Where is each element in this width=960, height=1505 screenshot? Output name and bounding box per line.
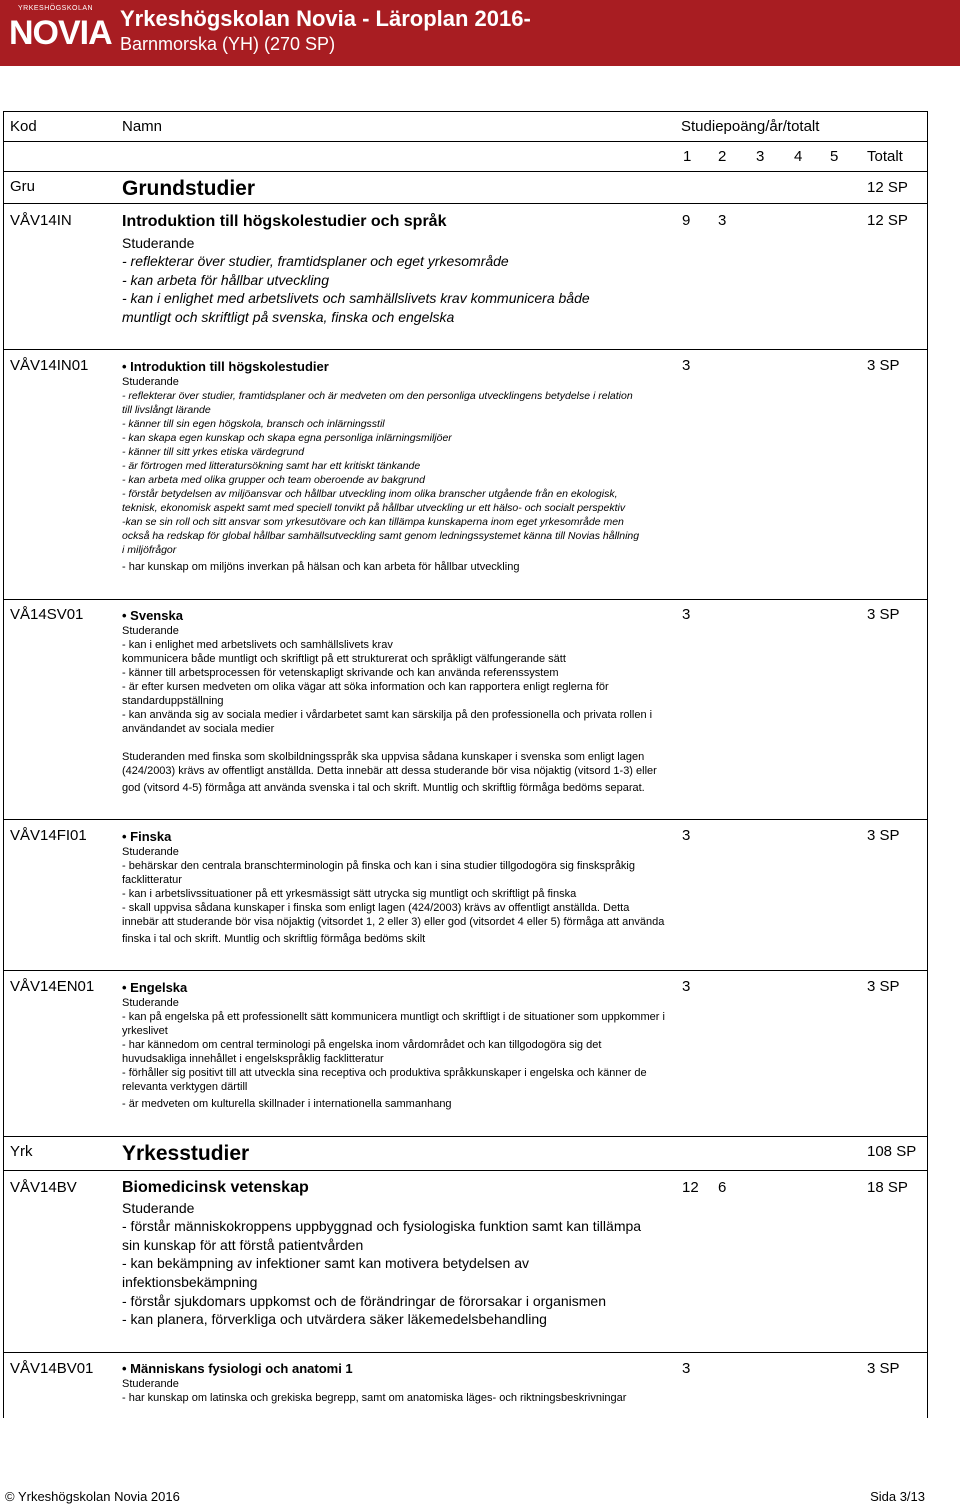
row-separator [3,970,928,971]
row-total: 12 SP [867,179,908,196]
table-header-rule [3,141,928,142]
row-code: VÅV14BV [10,1179,77,1196]
description-line: i miljöfrågor [122,544,177,556]
header-namn: Namn [122,118,163,135]
description-line: - kan i enlighet med arbetslivets och samhällslivets krav kommunicera både [122,290,590,306]
description-line: Studerande [122,235,195,251]
description-line: - behärskar den centrala branschterminologin på finska och kan i sina studier tillgodogöra sig finskspråkig [122,860,635,872]
description-line: innebär att studerande bör visa nöjaktig (vitsordet 1, 2 eller 3) eller god (vitsordet 4 eller 5) förmåga att använda [122,916,665,928]
header-studiepoang: Studiepoäng/år/totalt [681,118,820,135]
description-line: muntligt och skriftligt på svenska, finska och engelska [122,309,455,325]
course-title: • Introduktion till högskolestudier [122,359,329,374]
logo-big-text: NOVIA [9,14,112,52]
description-line: - kan arbeta med olika grupper och team oberoende av bakgrund [122,474,425,486]
description-line: - kan i arbetslivssituationer på ett yrkesmässigt sätt utrycka sig muntligt och skriftligt på finska [122,888,577,900]
row-year-3: 3 [682,827,691,844]
description-line: - är förtrogen med litteratursökning samt har ett kritiskt tänkande [122,460,421,472]
row-code: VÅV14BV01 [10,1360,94,1377]
description-line: - känner till arbetsprocessen för vetenskapligt skrivande och kan använda referenssystem [122,667,559,679]
row-total: 18 SP [867,1179,908,1196]
description-line: - reflekterar över studier, framtidsplaner och är medveten om den personliga utvecklingens betydelse i relation [122,390,633,402]
course-title: • Svenska [122,608,183,623]
page-header [0,0,960,66]
header-kod: Kod [10,118,37,135]
row-total: 3 SP [867,827,900,844]
course-title: Biomedicinsk vetenskap [122,1179,309,1196]
description-line: facklitteratur [122,874,182,886]
header-totalt: Totalt [867,148,903,165]
description-line: - kan använda sig av sociala medier i vårdarbetet samt kan särskilja på den professionella och privata rollen i [122,709,653,721]
course-title-text: Introduktion till högskolestudier [130,359,329,374]
row-total: 12 SP [867,212,908,229]
row-separator [3,819,928,820]
description-line: - skall uppvisa sådana kunskaper i finska som enligt lagen (424/2003) krävs av offentligt anställda. Detta [122,902,630,914]
description-line: Studeranden med finska som skolbildningsspråk ska uppvisa sådana kunskaper i svenska som enligt lagen [122,751,645,763]
course-title: • Finska [122,829,172,844]
description-line: Studerande [122,846,179,858]
description-line: Studerande [122,376,179,388]
course-title-text: Finska [130,829,172,844]
description-line: huvudsakliga innehållet i engelskspråklig facklitteratur [122,1053,384,1065]
header-year-2: 2 [718,148,727,165]
description-line: - har kunskap om latinska och grekiska begrepp, samt om anatomiska läges- och riktningsbeskrivningar [122,1392,627,1404]
row-total: 3 SP [867,357,900,374]
description-line: kommunicera både muntligt och skriftligt på ett strukturerat och språkligt välfungerande sätt [122,653,566,665]
row-total: 3 SP [867,978,900,995]
description-line: till livslångt lärande [122,404,211,416]
description-line: relevanta verktygen därtill [122,1081,248,1093]
row-year-1: 9 [682,212,691,229]
description-line: - förhåller sig positivt till att utveckla sina receptiva och produktiva språkkunskaper i engelska och känner de [122,1067,647,1079]
row-separator [3,171,928,172]
description-line: - är medveten om kulturella skillnader i internationella sammanhang [122,1098,452,1110]
description-line: teknisk, ekonomisk aspekt samt med speciell tonvikt på hållbar utveckling ur ett hälso- och socialt perspektiv [122,502,626,514]
description-line: - är efter kursen medveten om olika vägar att söka information och kan rapportera enligt reglerna för [122,681,609,693]
row-year-1: 12 [682,1179,699,1196]
description-line: Studerande [122,1378,179,1390]
row-separator [3,1136,928,1137]
novia-logo [0,0,112,66]
description-line: - känner till sitt yrkes etiska värdegrund [122,446,305,458]
document-subtitle: Barnmorska (YH) (270 SP) [120,34,336,54]
course-title-text: Engelska [130,980,188,995]
course-title: • Engelska [122,980,188,995]
description-line: yrkeslivet [122,1025,168,1037]
description-line: - kan på engelska på ett professionellt sätt kommunicera muntligt och skriftligt i de situationer som uppkommer i [122,1011,665,1023]
description-line: - kan skapa egen kunskap och skapa egna personliga inlärningsmiljöer [122,432,452,444]
row-separator [3,349,928,350]
description-line: användandet av sociala medier [122,723,275,735]
row-separator [3,599,928,600]
header-year-3: 3 [756,148,765,165]
row-year-3: 3 [682,357,691,374]
row-code: Gru [10,178,36,195]
table-top-border [3,111,928,112]
footer-page-number: Sida 3/13 [870,1489,925,1504]
row-year-3: 3 [682,1360,691,1377]
row-total: 3 SP [867,1360,900,1377]
document-title: Yrkeshögskolan Novia - Läroplan 2016- [120,6,531,31]
row-total: 108 SP [867,1143,917,1160]
row-separator [3,1170,928,1171]
description-line: Studerande [122,625,179,637]
row-code: VÅV14IN [10,212,72,229]
table-right-border [927,111,928,1418]
description-line: - kan bekämpning av infektioner samt kan motivera betydelsen av [122,1255,529,1271]
row-code: Yrk [10,1143,33,1160]
row-separator [3,1352,928,1353]
row-total: 3 SP [867,606,900,623]
course-title-text: Svenska [130,608,183,623]
description-line: - förstår människokroppens uppbyggnad och fysiologiska funktion samt kan tillämpa [122,1218,642,1234]
header-year-4: 4 [794,148,803,165]
course-title: • Människans fysiologi och anatomi 1 [122,1361,353,1376]
description-line: också ha redskap för global hållbar samhällsutveckling samt genom ledningssystemet känna till Novias hållning [122,530,640,542]
description-line: Studerande [122,1200,195,1216]
description-line: - kan arbeta för hållbar utveckling [122,272,329,288]
table-left-border [3,111,4,1418]
logo-small-text: YRKESHÖGSKOLAN [18,5,94,12]
description-line: finska i tal och skrift. Muntlig och skriftlig förmåga bedöms skilt [122,933,426,945]
description-line: (424/2003) krävs av offentligt anställda. Detta innebär att dessa studerande bör visa nöjaktig (vitsord 1-3) eller [122,765,657,777]
row-year-3: 3 [682,606,691,623]
description-line: - förstår sjukdomars uppkomst och de förändringar de förorsakar i organismen [122,1293,606,1309]
description-line: Studerande [122,997,179,1009]
description-line: - förstår betydelsen av miljöansvar och hållbar utveckling inom olika branscher utgående från en ekologisk, [122,488,618,500]
footer-copyright: © Yrkeshögskolan Novia 2016 [5,1489,180,1504]
section-title: Grundstudier [122,177,256,200]
description-line: - kan i enlighet med arbetslivets och samhällslivets krav [122,639,393,651]
course-title: Introduktion till högskolestudier och språk [122,213,447,230]
description-line: -kan se sin roll och sitt ansvar som yrkesutövare och kan tillämpa kunskaperna inom eget yrkesområde men [122,516,624,528]
description-line: standarduppställning [122,695,224,707]
header-year-1: 1 [683,148,692,165]
description-line: - har kunskap om miljöns inverkan på hälsan och kan arbeta för hållbar utveckling [122,561,520,573]
description-line: - har kännedom om central terminologi på engelska inom vårdområdet och kan tillgodogöra sig det [122,1039,602,1051]
row-year-3: 3 [682,978,691,995]
row-code: VÅ14SV01 [10,606,84,623]
description-line: - kan planera, förverkliga och utvärdera säker läkemedelsbehandling [122,1311,547,1327]
row-year-2: 3 [718,212,727,229]
section-title: Yrkesstudier [122,1142,250,1165]
row-separator [3,203,928,204]
description-line: - reflekterar över studier, framtidsplaner och eget yrkesområde [122,253,509,269]
row-code: VÅV14EN01 [10,978,95,995]
row-code: VÅV14FI01 [10,827,87,844]
description-line: god (vitsord 4-5) förmåga att använda svenska i tal och skrift. Muntlig och skriftlig förmåga bedöms separat. [122,782,645,794]
description-line: infektionsbekämpning [122,1274,258,1290]
header-year-5: 5 [830,148,839,165]
row-code: VÅV14IN01 [10,357,89,374]
row-year-2: 6 [718,1179,727,1196]
description-line: sin kunskap för att förstå patientvården [122,1237,364,1253]
course-title-text: Människans fysiologi och anatomi 1 [130,1361,353,1376]
description-line: - känner till sin egen högskola, bransch och inlärningsstil [122,418,385,430]
